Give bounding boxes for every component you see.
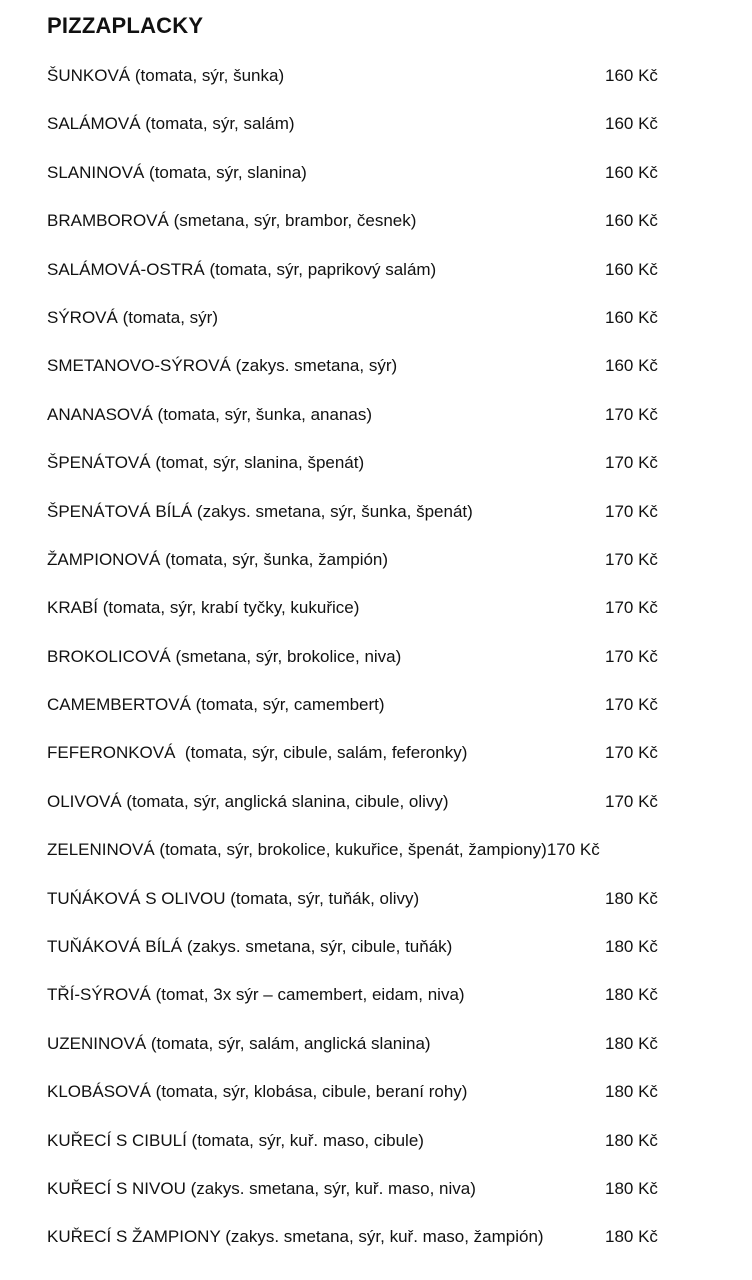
menu-item [47,887,707,935]
item-name: SALÁMOVÁ-OSTRÁ (tomata, sýr, paprikový salám) [47,259,437,279]
item-price: 170 Kč [605,453,658,473]
item-name: KUŘECÍ S NIVOU (zakys. smetana, sýr, kuř. maso, niva) [47,1178,476,1198]
item-price: 180 Kč [605,1082,658,1102]
menu-item [47,790,707,838]
item-price: 170 Kč [605,743,658,763]
item-price: 170 Kč [605,646,658,666]
menu-item [47,983,707,1031]
item-price: 160 Kč [605,356,658,376]
item-price: 160 Kč [605,162,658,182]
item-name: UZENINOVÁ (tomata, sýr, salám, anglická slanina) [47,1033,431,1053]
item-price: 170 Kč [605,404,658,424]
item-price: 180 Kč [605,937,658,957]
page-title: PIZZAPLACKY [47,13,204,38]
menu-item [47,403,707,451]
item-name: BRAMBOROVÁ (smetana, sýr, brambor, česnek) [47,211,417,231]
menu-item [47,1177,707,1225]
item-price: 170 Kč [605,791,658,811]
item-name: OLIVOVÁ (tomata, sýr, anglická slanina, cibule, olivy) [47,791,449,811]
item-name: ŠUNKOVÁ (tomata, sýr, šunka) [47,66,285,85]
menu-item [47,1129,707,1177]
item-price: 170 Kč [546,840,600,860]
menu-item [47,693,707,741]
menu-item [47,1080,707,1128]
item-price: 180 Kč [605,1227,658,1247]
menu-item [47,1225,707,1273]
item-price: 180 Kč [605,1033,658,1053]
menu-item [47,354,707,402]
item-name: TŘÍ-SÝROVÁ (tomat, 3x sýr – camembert, eidam, niva) [47,985,465,1005]
item-name: SMETANOVO-SÝROVÁ (zakys. smetana, sýr) [47,356,398,376]
item-name: ŠPENÁTOVÁ BÍLÁ (zakys. smetana, sýr, šunka, špenát) [47,501,473,521]
item-price: 180 Kč [605,1130,658,1150]
menu-item [47,64,707,112]
menu-item [47,596,707,644]
item-price: 180 Kč [605,1178,658,1198]
menu-item [47,112,707,160]
item-name: ŠPENÁTOVÁ (tomat, sýr, slanina, špenát) [47,453,365,473]
item-price: 170 Kč [605,695,658,715]
item-price: 170 Kč [605,549,658,569]
menu-item [47,935,707,983]
item-price: 170 Kč [605,501,658,521]
item-name: CAMEMBERTOVÁ (tomata, sýr, camembert) [47,695,385,715]
item-name: BROKOLICOVÁ (smetana, sýr, brokolice, niva) [47,646,402,666]
item-price: 160 Kč [605,211,658,231]
item-price: 160 Kč [605,259,658,279]
item-name: SALÁMOVÁ (tomata, sýr, salám) [47,114,295,134]
item-price: 170 Kč [605,598,658,618]
item-name: ANANASOVÁ (tomata, sýr, šunka, ananas) [47,404,373,424]
item-name: KLOBÁSOVÁ (tomata, sýr, klobása, cibule, beraní rohy) [47,1082,468,1102]
item-price: 180 Kč [605,985,658,1005]
menu-item [47,838,707,886]
item-name: SLANINOVÁ (tomata, sýr, slanina) [47,162,307,182]
menu-item [47,741,707,789]
menu-item [47,500,707,548]
item-name: SÝROVÁ (tomata, sýr) [47,307,218,327]
item-name: KRABÍ (tomata, sýr, krabí tyčky, kukuřice) [47,598,360,618]
pizza-menu-list [47,64,707,1274]
item-name: ZELENINOVÁ (tomata, sýr, brokolice, kukuřice, špenát, žampiony) [47,840,547,860]
menu-item [47,451,707,499]
item-name: FEFERONKOVÁ (tomata, sýr, cibule, salám, feferonky) [47,743,468,763]
item-name: TUŇÁKOVÁ BÍLÁ (zakys. smetana, sýr, cibule, tuňák) [47,937,453,957]
item-price: 180 Kč [605,888,658,908]
item-name: ŽAMPIONOVÁ (tomata, sýr, šunka, žampión) [47,549,389,569]
item-price: 160 Kč [605,66,658,85]
menu-item [47,1032,707,1080]
menu-item [47,258,707,306]
menu-item [47,306,707,354]
item-price: 160 Kč [605,114,658,134]
item-name: KUŘECÍ S ŽAMPIONY (zakys. smetana, sýr, kuř. maso, žampión) [47,1227,544,1247]
menu-item [47,161,707,209]
menu-item [47,548,707,596]
menu-item [47,209,707,257]
menu-item [47,645,707,693]
item-price: 160 Kč [605,307,658,327]
item-name: TUŃÁKOVÁ S OLIVOU (tomata, sýr, tuňák, olivy) [47,888,420,908]
item-name: KUŘECÍ S CIBULÍ (tomata, sýr, kuř. maso, cibule) [47,1130,424,1150]
